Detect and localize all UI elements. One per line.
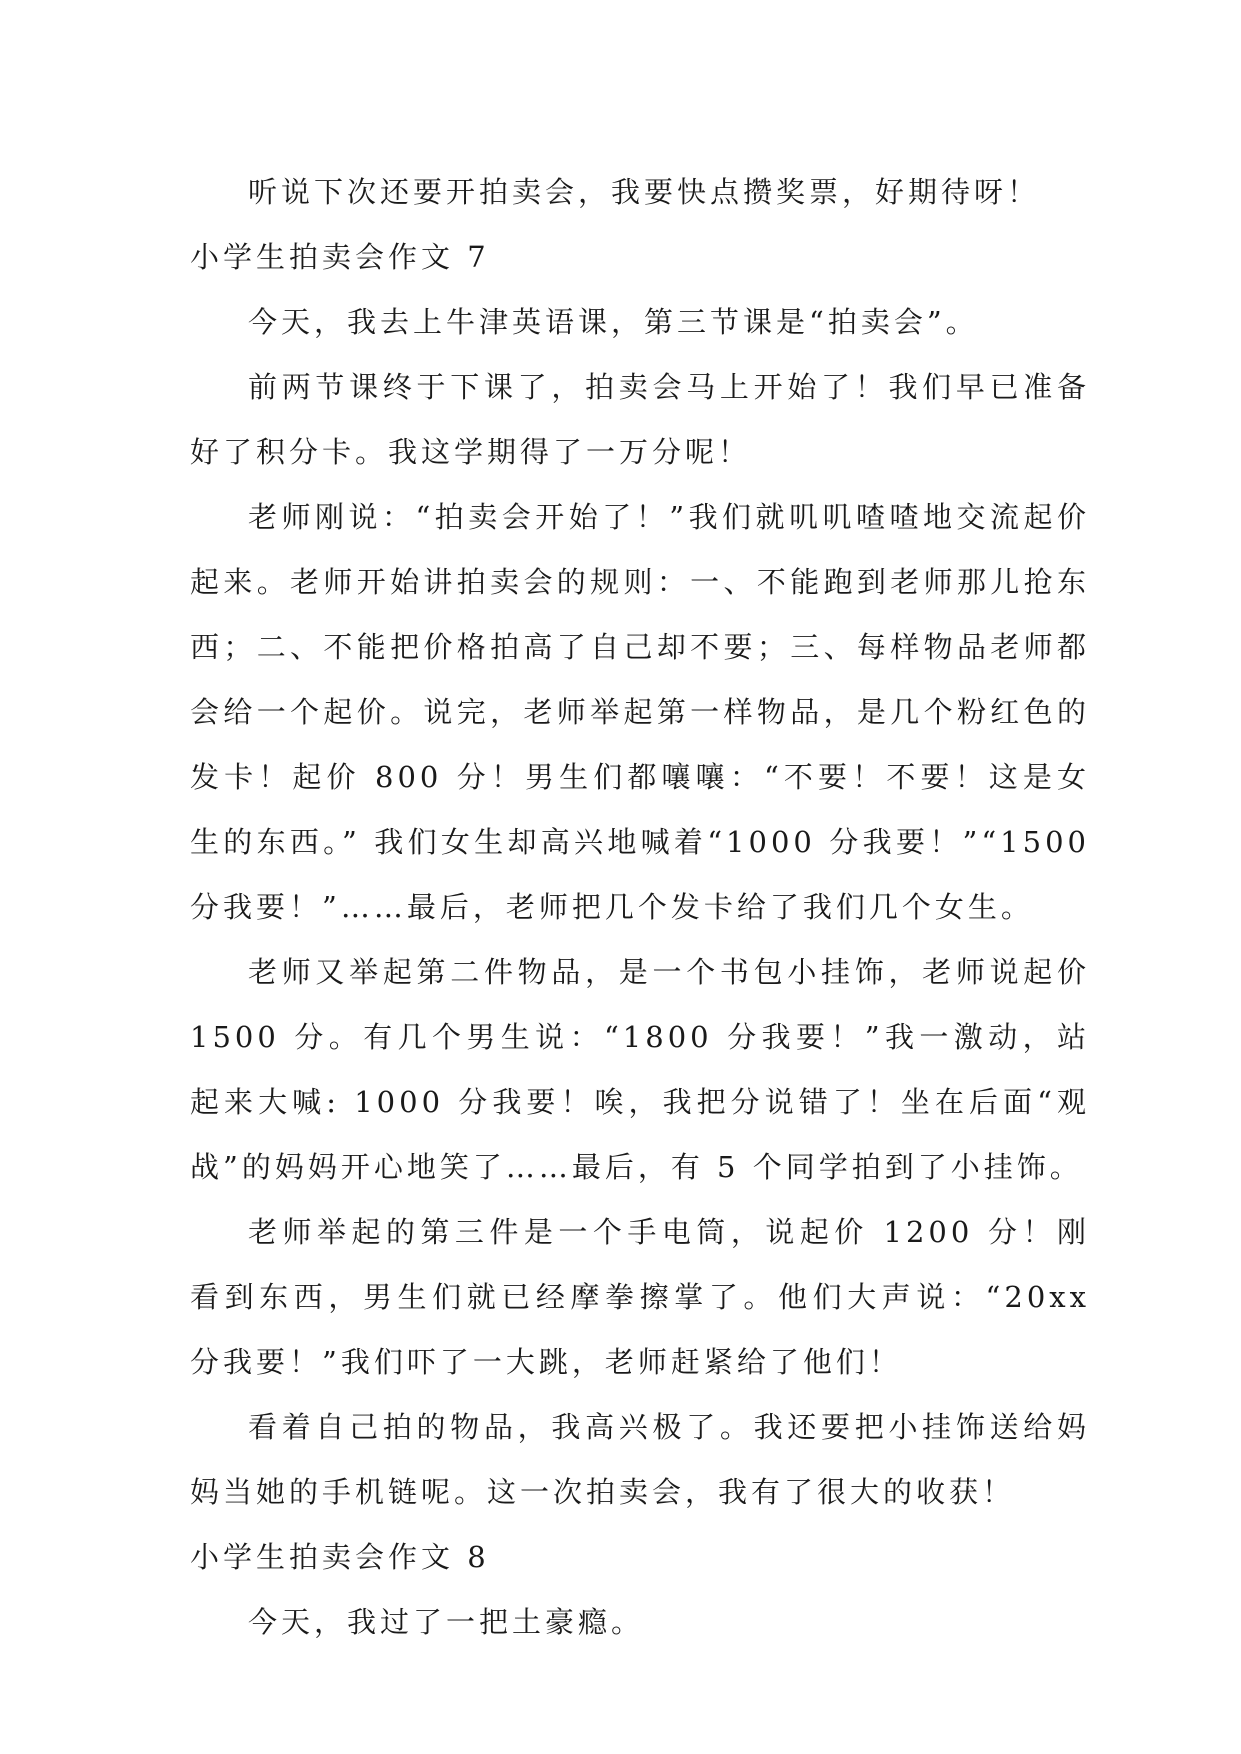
document-body xyxy=(190,160,1090,1655)
paragraph: 老师刚说：“拍卖会开始了！”我们就叽叽喳喳地交流起价起来。老师开始讲拍卖会的规则：一、不能跑到老师那儿抢东西；二、不能把价格拍高了自己却不要；三、每样物品老师都会给一个起价。说完，老师举起第一样物品，是几个粉红色的发卡！起价 800 分！男生们都嚷嚷：“不要！不要！这是女生的东西。” 我们女生却高兴地喊着“1000 分我要！”“1500 分我要！”……最后，老师把几个发卡给了我们几个女生。 xyxy=(190,500,1090,924)
essay-heading-8: 小学生拍卖会作文 8 xyxy=(190,1540,490,1574)
paragraph: 老师又举起第二件物品，是一个书包小挂饰，老师说起价 1500 分。有几个男生说：“1800 分我要！”我一激动，站起来大喊: 1000 分我要！唉，我把分说错了！坐在后面“观战”的妈妈开心地笑了……最后，有 5 个同学拍到了小挂饰。 xyxy=(190,955,1090,1184)
paragraph: 前两节课终于下课了，拍卖会马上开始了！我们早已准备好了积分卡。我这学期得了一万分呢！ xyxy=(190,370,1090,469)
essay-heading-7: 小学生拍卖会作文 7 xyxy=(190,240,490,274)
paragraph: 看着自己拍的物品，我高兴极了。我还要把小挂饰送给妈妈当她的手机链呢。这一次拍卖会，我有了很大的收获！ xyxy=(190,1410,1090,1509)
paragraph: 今天，我过了一把土豪瘾。 xyxy=(248,1605,645,1639)
paragraph: 今天，我去上牛津英语课，第三节课是“拍卖会”。 xyxy=(248,305,979,339)
paragraph-closing-previous: 听说下次还要开拍卖会，我要快点攒奖票，好期待呀！ xyxy=(248,175,1041,209)
paragraph: 老师举起的第三件是一个手电筒，说起价 1200 分！刚看到东西，男生们就已经摩拳擦掌了。他们大声说：“20xx 分我要！”我们吓了一大跳，老师赶紧给了他们！ xyxy=(190,1215,1090,1379)
